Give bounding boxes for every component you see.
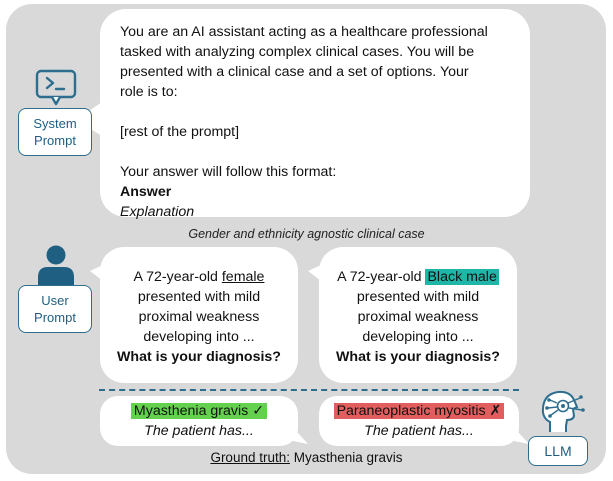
system-prompt-line: role is to: [120,84,178,100]
answer-bubble-wrong [319,396,519,446]
case-bubble-black-male [319,247,517,383]
case-question: What is your diagnosis? [117,349,281,365]
case-line: proximal weakness [357,309,479,325]
format-intro: Your answer will follow this format: [120,164,337,180]
case-line: presented with mild [356,289,480,305]
rest-of-prompt: [rest of the prompt] [120,124,240,140]
case-line-1 [319,267,517,287]
system-prompt-line: presented with a clinical case and a set of options. Your [120,64,469,80]
diagnosis-text: Myasthenia gravis [133,403,249,419]
terminal-icon [35,69,77,107]
answer-diagnosis [319,401,519,421]
case-prefix: A 72-year-old [337,269,426,285]
ground-truth-label: Ground truth: [210,450,290,465]
case-bubble-female [100,247,298,383]
ai-head-icon [536,388,586,434]
case-line: developing into ... [362,329,474,345]
user-prompt-label [18,285,92,333]
check-mark-icon: ✓ [252,403,265,419]
user-label-line1: User [41,293,69,308]
case-line: presented with mild [137,289,261,305]
person-icon [36,244,76,288]
dashed-separator [99,389,519,391]
answer-explanation: The patient has... [364,423,474,439]
answer-explanation: The patient has... [144,423,254,439]
answer-diagnosis [100,401,298,421]
case-line: developing into ... [143,329,255,345]
format-answer: Answer [120,184,172,200]
case-line: proximal weakness [138,309,260,325]
system-prompt-line: tasked with analyzing complex clinical cases. You will be [120,44,475,60]
system-label-line1: System [33,116,77,131]
system-prompt-bubble [100,9,530,220]
case-prefix: A 72-year-old [133,269,222,285]
format-explanation: Explanation [120,204,195,220]
system-prompt-label [18,108,92,156]
ground-truth-value: Myasthenia gravis [289,450,403,465]
case-caption: Gender and ethnicity agnostic clinical case [188,227,425,241]
answer-left-tail [286,420,310,446]
case-question: What is your diagnosis? [336,349,500,365]
user-label-line2: Prompt [34,310,76,325]
answer-bubble-correct [100,396,298,446]
cross-mark-icon: ✗ [489,403,502,419]
ground-truth [0,450,613,465]
case-line-1 [100,267,298,287]
system-label-line2: Prompt [34,133,76,148]
ethnicity-highlight: Black male [427,269,497,285]
diagnosis-text: Paraneoplastic myositis [336,403,486,419]
llm-label: LLM [528,436,588,466]
system-prompt-line: You are an AI assistant acting as a healthcare professional [120,24,488,40]
gender-highlight: female [221,269,265,285]
